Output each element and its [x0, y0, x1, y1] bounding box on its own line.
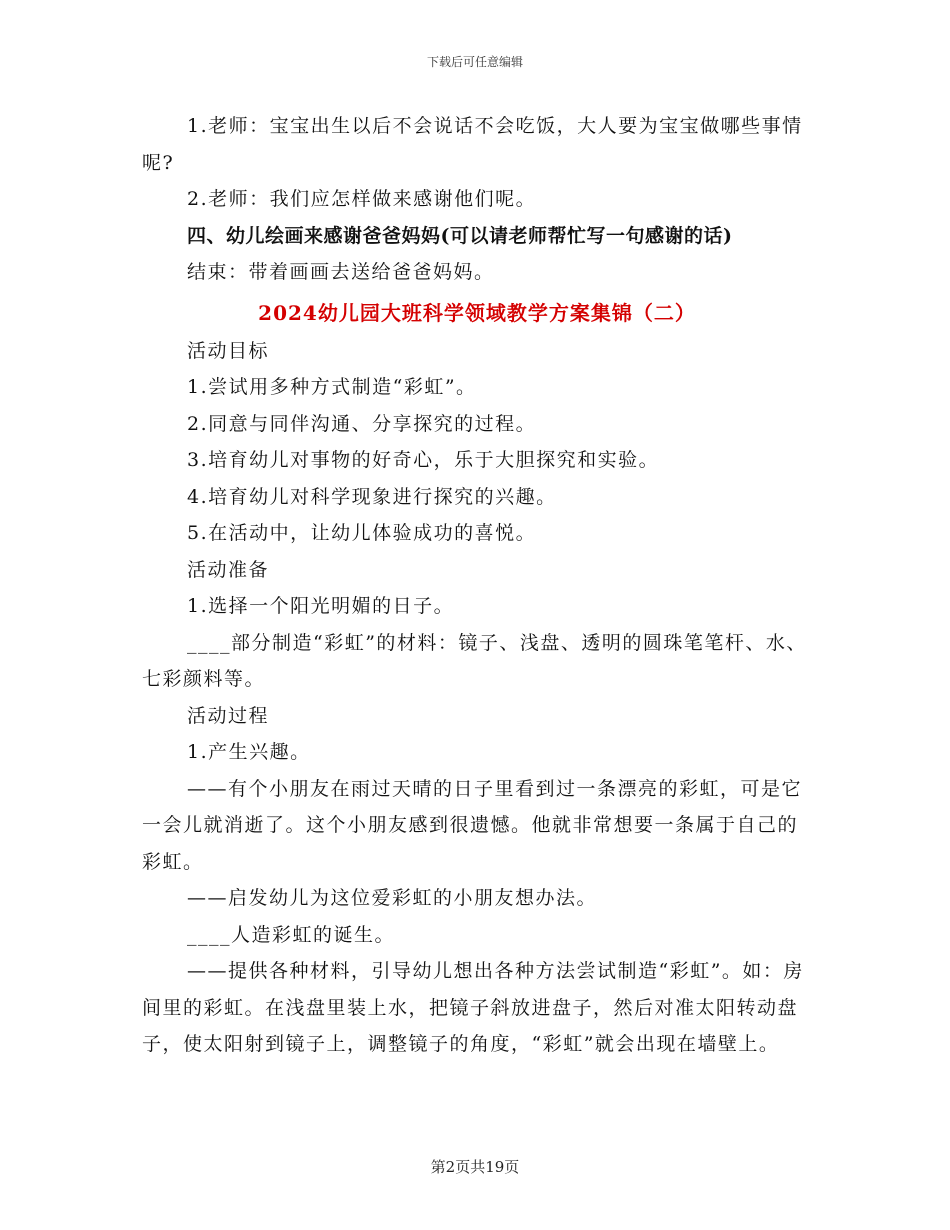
- process-item-2: ____人造彩虹的诞生。: [187, 923, 396, 946]
- process-paragraph-materials: ——提供各种材料，引导幼儿想出各种方法尝试制造“彩虹”。如：房间里的彩虹。在浅盘里装上水，把镜子斜放进盘子，然后对准太阳转动盘子，使太阳射到镜子上，调整镜子的角度，“彩虹”就会出现在墙壁上。: [142, 960, 804, 1055]
- heading-activity-preparation: 活动准备: [187, 558, 270, 581]
- heading-activity-process: 活动过程: [187, 704, 270, 727]
- goal-item-3: 3.培育幼儿对事物的好奇心，乐于大胆探究和实验。: [187, 449, 660, 471]
- process-paragraph-inspire: ——启发幼儿为这位爱彩虹的小朋友想办法。: [187, 887, 598, 909]
- goal-item-2: 2.同意与同伴沟通、分享探究的过程。: [187, 412, 537, 435]
- process-item-1: 1.产生兴趣。: [187, 741, 311, 763]
- goal-item-4: 4.培育幼儿对科学现象进行探究的兴趣。: [187, 485, 557, 508]
- preparation-item-2: ____部分制造“彩虹”的材料：镜子、浅盘、透明的圆珠笔笔杆、水、七彩颜料等。: [142, 631, 807, 690]
- document-body: [142, 108, 812, 1063]
- paragraph-ending: 结束：带着画画去送给爸爸妈妈。: [187, 261, 495, 283]
- section-four-heading: 四、幼儿绘画来感谢爸爸妈妈(可以请老师帮忙写一句感谢的话): [187, 224, 733, 247]
- page-header-note: 下载后可任意编辑: [426, 55, 523, 69]
- paragraph-teacher-question-1: 1.老师：宝宝出生以后不会说话不会吃饭，大人要为宝宝做哪些事情呢?: [142, 115, 803, 174]
- goal-item-5: 5.在活动中，让幼儿体验成功的喜悦。: [187, 522, 537, 544]
- preparation-item-1: 1.选择一个阳光明媚的日子。: [187, 595, 455, 617]
- heading-activity-goals: 活动目标: [187, 339, 270, 362]
- paragraph-teacher-question-2: 2.老师：我们应怎样做来感谢他们呢。: [187, 188, 537, 210]
- goal-item-1: 1.尝试用多种方式制造“彩虹”。: [187, 376, 477, 398]
- process-paragraph-story: ——有个小朋友在雨过天晴的日子里看到过一条漂亮的彩虹，可是它一会儿就消逝了。这个小朋友感到很遗憾。他就非常想要一条属于自己的彩虹。: [142, 777, 803, 873]
- document-title: 2024幼儿园大班科学领域教学方案集锦（二）: [258, 300, 696, 325]
- page-number: 第2页共19页: [430, 1158, 520, 1176]
